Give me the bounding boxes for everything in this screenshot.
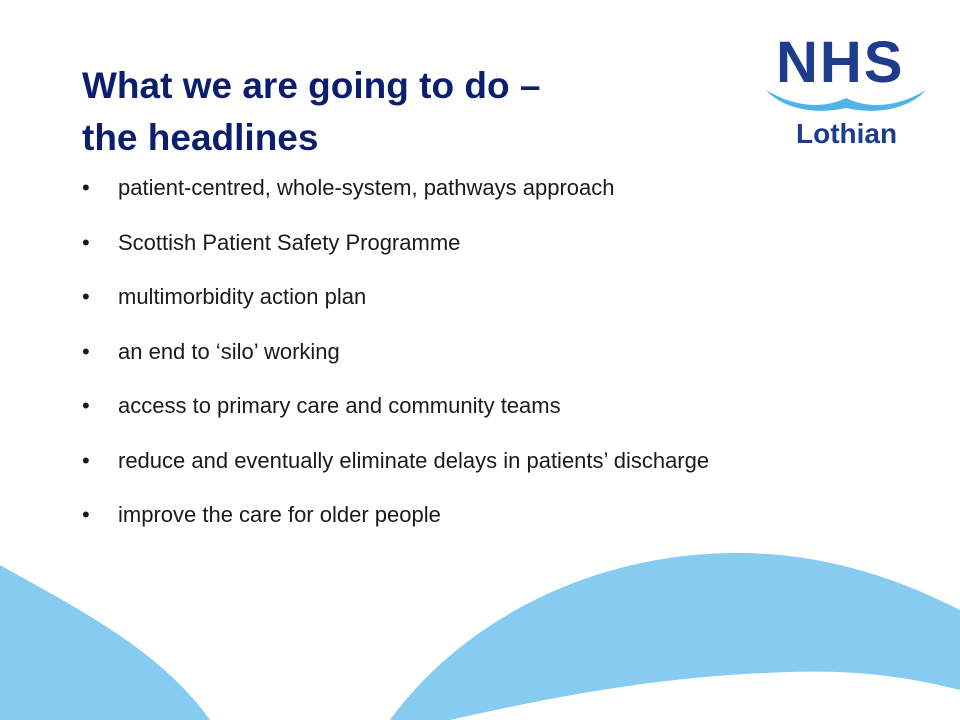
list-item xyxy=(82,225,709,280)
list-item-text: multimorbidity action plan xyxy=(118,284,367,309)
list-item-text: access to primary care and community teams xyxy=(118,393,561,418)
list-item xyxy=(82,497,709,552)
headline-list xyxy=(82,170,709,552)
list-item xyxy=(82,334,709,389)
title-line-2: the headlines xyxy=(82,117,319,158)
nhs-lothian-logo xyxy=(762,30,930,155)
bullet-icon: • xyxy=(82,338,90,364)
bullet-icon: • xyxy=(82,447,90,473)
logo-wave-icon xyxy=(762,82,930,118)
bullet-icon: • xyxy=(82,393,90,418)
title-line-1: What we are going to do – xyxy=(82,65,541,106)
list-item-text: reduce and eventually eliminate delays in patients’ discharge xyxy=(118,447,710,473)
bullet-icon: • xyxy=(82,175,90,200)
bullet-icon: • xyxy=(82,229,90,255)
logo-wordmark: NHS xyxy=(776,30,905,95)
list-item xyxy=(82,279,709,334)
list-item xyxy=(82,388,709,443)
list-item-text: patient-centred, whole-system, pathways approach xyxy=(118,175,615,200)
bullet-icon: • xyxy=(82,502,90,527)
list-item-text: an end to ‘silo’ working xyxy=(118,338,340,364)
logo-organisation-name: Lothian xyxy=(796,118,898,149)
list-item-text: Scottish Patient Safety Programme xyxy=(118,229,461,255)
wave-right xyxy=(390,553,960,720)
wave-left xyxy=(0,565,210,720)
list-item xyxy=(82,170,709,225)
page-title xyxy=(82,60,702,164)
bullet-icon: • xyxy=(82,284,90,309)
list-item-text: improve the care for older people xyxy=(118,502,441,527)
list-item xyxy=(82,443,709,498)
